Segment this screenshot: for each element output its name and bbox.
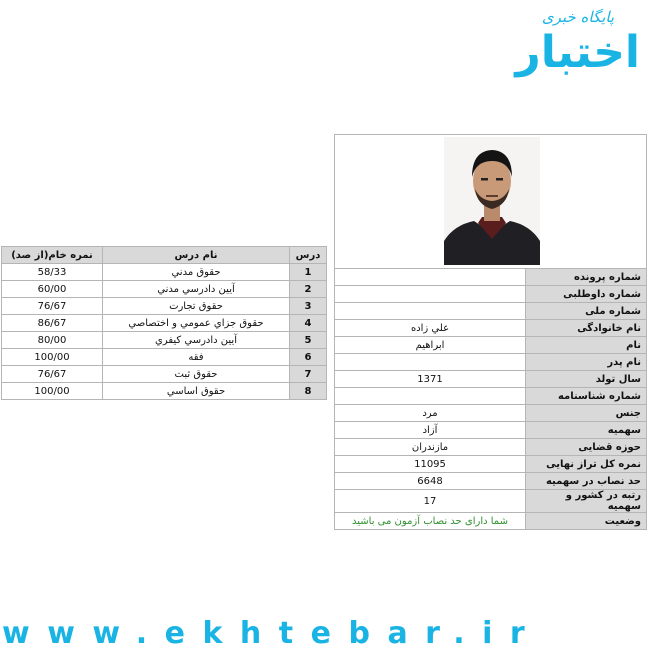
info-label: نمره کل تراز نهایی [526, 456, 647, 473]
course-number: 4 [290, 315, 327, 332]
info-value [335, 286, 526, 303]
info-label: نام خانوادگی [526, 320, 647, 337]
status-value: شما دارای حد نصاب آزمون می باشید [335, 513, 526, 530]
candidate-photo [444, 137, 540, 265]
course-row [2, 281, 327, 298]
info-row [335, 269, 647, 286]
info-row [335, 439, 647, 456]
info-value [335, 354, 526, 371]
info-value: ابراهیم [335, 337, 526, 354]
info-label: حد نصاب در سهمیه [526, 473, 647, 490]
course-score: 100/00 [2, 383, 103, 400]
logo-subtitle: پایگاه خبری [541, 8, 615, 26]
info-value: مرد [335, 405, 526, 422]
logo-title: اختبار [515, 27, 640, 78]
course-score: 60/00 [2, 281, 103, 298]
course-number: 1 [290, 264, 327, 281]
info-value: 17 [335, 490, 526, 513]
info-row [335, 388, 647, 405]
course-name: حقوق جزاي عمومي و اختصاصي [103, 315, 290, 332]
course-row [2, 383, 327, 400]
info-value [335, 303, 526, 320]
course-score: 100/00 [2, 349, 103, 366]
info-value: 1371 [335, 371, 526, 388]
course-name: حقوق مدني [103, 264, 290, 281]
info-row [335, 371, 647, 388]
course-row [2, 349, 327, 366]
course-score: 76/67 [2, 298, 103, 315]
info-label: جنس [526, 405, 647, 422]
course-score: 80/00 [2, 332, 103, 349]
course-score: 76/67 [2, 366, 103, 383]
course-row [2, 264, 327, 281]
course-row [2, 366, 327, 383]
course-number: 3 [290, 298, 327, 315]
course-name: آيين دادرسي مدني [103, 281, 290, 298]
info-row [335, 405, 647, 422]
site-url: www.ekhtebar.ir [2, 616, 543, 651]
person-photo-icon [444, 137, 540, 265]
course-scores-table [1, 246, 327, 400]
info-row [335, 320, 647, 337]
info-label: شماره داوطلبی [526, 286, 647, 303]
course-score: 58/33 [2, 264, 103, 281]
info-row [335, 422, 647, 439]
header-raw-score: نمره خام(از صد) [2, 247, 103, 264]
info-value [335, 388, 526, 405]
info-value [335, 269, 526, 286]
info-label: حوزه قضایی [526, 439, 647, 456]
info-row [335, 303, 647, 320]
photo-frame [334, 134, 647, 268]
info-row [335, 473, 647, 490]
info-value: علي زاده [335, 320, 526, 337]
course-number: 8 [290, 383, 327, 400]
info-label: شماره ملی [526, 303, 647, 320]
info-row [335, 490, 647, 513]
course-number: 2 [290, 281, 327, 298]
candidate-info-table [334, 268, 647, 530]
info-label: شماره پرونده [526, 269, 647, 286]
info-row [335, 286, 647, 303]
info-row [335, 456, 647, 473]
header-course-number: درس [290, 247, 327, 264]
course-name: حقوق اساسي [103, 383, 290, 400]
info-label: نام پدر [526, 354, 647, 371]
course-row [2, 332, 327, 349]
brand-logo [515, 8, 640, 83]
info-row [335, 354, 647, 371]
course-number: 6 [290, 349, 327, 366]
course-name: فقه [103, 349, 290, 366]
info-value: مازندران [335, 439, 526, 456]
course-name: حقوق ثبت [103, 366, 290, 383]
course-name: آيين دادرسي كيفري [103, 332, 290, 349]
course-row [2, 298, 327, 315]
info-label: سهمیه [526, 422, 647, 439]
info-value: آزاد [335, 422, 526, 439]
header-course-name: نام درس [103, 247, 290, 264]
info-label: وضعیت [526, 513, 647, 530]
course-score: 86/67 [2, 315, 103, 332]
course-row [2, 315, 327, 332]
info-row [335, 513, 647, 530]
info-label: رتبه در کشور و سهمیه [526, 490, 647, 513]
course-name: حقوق تجارت [103, 298, 290, 315]
info-label: سال تولد [526, 371, 647, 388]
course-table-header [2, 247, 327, 264]
info-row [335, 337, 647, 354]
course-number: 5 [290, 332, 327, 349]
course-number: 7 [290, 366, 327, 383]
info-value: 6648 [335, 473, 526, 490]
info-value: 11095 [335, 456, 526, 473]
info-label: نام [526, 337, 647, 354]
info-label: شماره شناسنامه [526, 388, 647, 405]
